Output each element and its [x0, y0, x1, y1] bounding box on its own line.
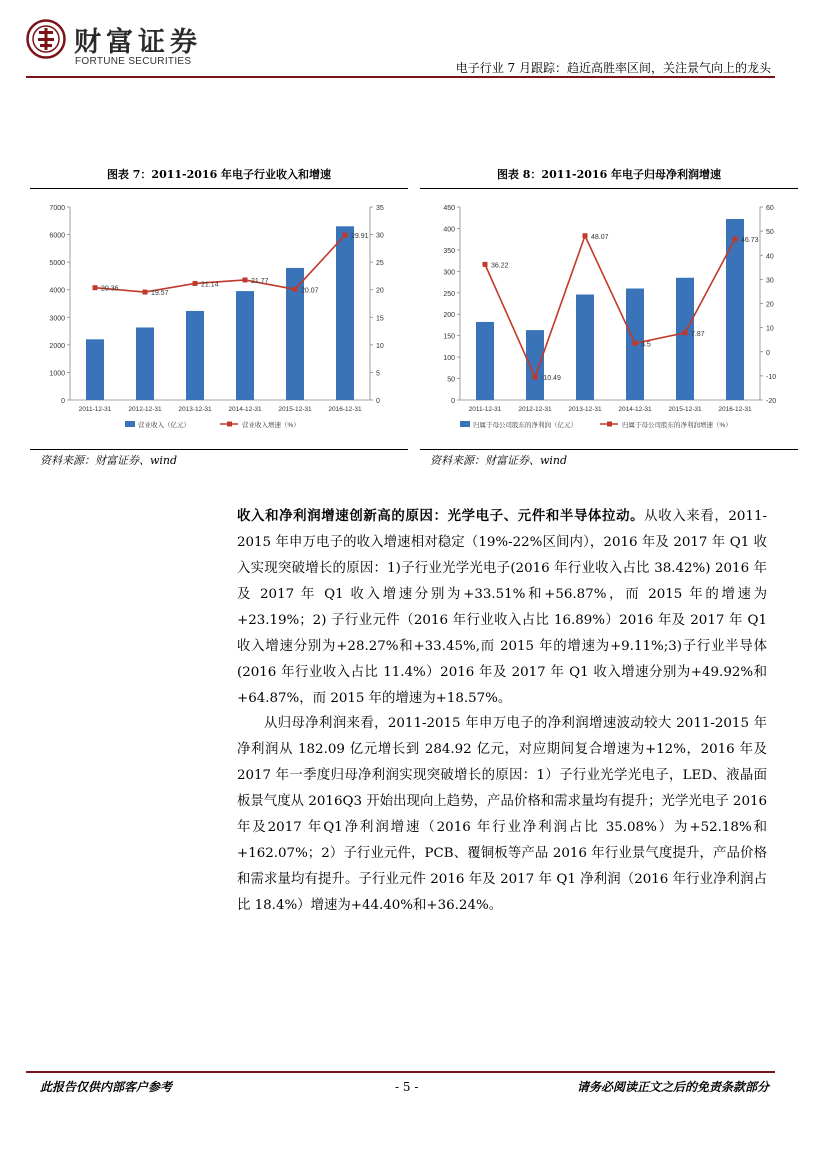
- y-left-tick-label: 2000: [49, 342, 65, 350]
- line-point: [733, 237, 738, 242]
- y-right-tick-label: 25: [376, 260, 384, 268]
- legend-line-marker: [607, 422, 612, 427]
- y-right-tick-label: 35: [376, 205, 384, 212]
- x-tick-label: 2014-12-31: [228, 406, 262, 413]
- line-point: [293, 287, 298, 292]
- x-tick-label: 2011-12-31: [78, 406, 112, 413]
- legend-line-marker: [227, 422, 232, 427]
- y-right-tick-label: 10: [766, 325, 774, 333]
- bar: [726, 219, 744, 400]
- y-right-tick-label: 20: [766, 301, 774, 309]
- y-right-tick-label: 15: [376, 315, 384, 323]
- y-left-tick-label: 50: [447, 376, 455, 384]
- x-tick-label: 2016-12-31: [328, 406, 362, 413]
- bar: [676, 278, 694, 400]
- bar: [576, 294, 594, 400]
- data-label: 20.36: [101, 285, 119, 293]
- paragraph-revenue-text: 从收入来看，2011-2015 年申万电子的收入增速相对稳定（19%-22%区间内），2016 年及 2017 年 Q1 收入实现突破增长的原因：1)子行业光学光电子(2016 年行业收入占比 38.42%) 2016 年及 2017 年 Q1 收入增速分别为+33.51%和+56.87%，而 2015 年的增速为+23.19%；2) 子行业元件（2016 年行业收入占比 16.89%）2016 年及 2017 年 Q1 收入增速分别为+28.27%和+33.45%,而 2015 年的增速为+9.11%;3)子行业半导体(2016 年行业收入占比 11.4%）2016 年及 2017 年 Q1 收入增速分别为+49.92%和+64.87%，而 2015 年的增速为+18.57%。: [237, 509, 767, 706]
- bar: [526, 330, 544, 400]
- y-right-tick-label: 5: [376, 370, 380, 378]
- data-label: 29.91: [351, 233, 369, 241]
- data-label: 21.14: [201, 281, 219, 289]
- data-label: 7.87: [691, 330, 705, 338]
- x-tick-label: 2016-12-31: [718, 406, 752, 413]
- figure-7-top-rule: [30, 188, 408, 189]
- y-left-tick-label: 300: [443, 269, 455, 277]
- legend-bar-label: 归属于母公司股东的净利润（亿元）: [473, 422, 577, 429]
- y-right-tick-label: 30: [766, 277, 774, 285]
- page-number: - 5 -: [395, 1080, 419, 1094]
- y-left-tick-label: 250: [443, 290, 455, 298]
- header-divider: [26, 76, 775, 78]
- y-right-tick-label: 0: [376, 398, 380, 405]
- x-tick-label: 2012-12-31: [518, 406, 552, 413]
- y-right-tick-label: 20: [376, 287, 384, 295]
- figure-7-chart: [30, 195, 408, 445]
- x-tick-label: 2015-12-31: [278, 406, 312, 413]
- line-point: [93, 285, 98, 290]
- x-tick-label: 2015-12-31: [668, 406, 702, 413]
- y-left-tick-label: 450: [443, 205, 455, 212]
- y-left-tick-label: 1000: [49, 370, 65, 378]
- y-left-tick-label: 350: [443, 247, 455, 255]
- y-right-tick-label: 60: [766, 205, 774, 212]
- data-label: 48.07: [591, 233, 609, 241]
- x-tick-label: 2011-12-31: [468, 406, 502, 413]
- data-label: 20.07: [301, 287, 319, 295]
- paragraph-profit: 从归母净利润来看，2011-2015 年申万电子的净利润增速波动较大 2011-2015 年净利润从 182.09 亿元增长到 284.92 亿元，对应期间复合增速为+12%，2016 年及 2017 年一季度归母净利润实现突破增长的原因：1）子行业光学光电子，LED、液晶面板景气度从 2016Q3 开始出现向上趋势，产品价格和需求量均有提升；光学光电子 2016 年及2017 年Q1净利润增速（2016 年行业净利润占比 35.08%）为+52.18%和+162.07%；2）子行业元件，PCB、覆铜板等产品 2016 年行业景气度提升，产品价格和需求量均有提升。子行业元件 2016 年及 2017 年 Q1 净利润（2016 年行业净利润占比 18.4%）增速为+44.40%和+36.24%。: [237, 716, 767, 913]
- y-left-tick-label: 400: [443, 226, 455, 234]
- legend-bar-swatch: [125, 421, 135, 427]
- y-right-tick-label: 40: [766, 253, 774, 261]
- y-right-tick-label: 30: [376, 232, 384, 240]
- report-title: 电子行业 7 月跟踪：趋近高胜率区间，关注景气向上的龙头: [455, 61, 771, 75]
- line-point: [633, 341, 638, 346]
- brand-name-en: FORTUNE SECURITIES: [75, 56, 192, 67]
- data-label: 21.77: [251, 277, 269, 285]
- footer-divider: [26, 1071, 775, 1073]
- x-tick-label: 2012-12-31: [128, 406, 162, 413]
- line-point: [193, 281, 198, 286]
- footer-disclaimer-right: 请务必阅读正文之后的免责条款部分: [576, 1080, 769, 1094]
- y-right-tick-label: 0: [766, 349, 770, 357]
- bar: [136, 327, 154, 400]
- y-right-tick-label: -10: [766, 373, 777, 381]
- legend-bar-swatch: [460, 421, 470, 427]
- line-point: [483, 262, 488, 267]
- y-right-tick-label: 50: [766, 229, 774, 237]
- line-point: [243, 277, 248, 282]
- bar: [86, 339, 104, 400]
- footer-disclaimer-left: 此报告仅供内部客户参考: [40, 1080, 173, 1094]
- figure-8-title: 图表 8：2011-2016 年电子归母净利润增速: [496, 168, 722, 181]
- paragraph-revenue: [237, 503, 767, 712]
- bar: [336, 226, 354, 400]
- paragraph-lead: 收入和净利润增速创新高的原因：光学电子、元件和半导体拉动。: [237, 508, 645, 524]
- figure-7-title: 图表 7：2011-2016 年电子行业收入和增速: [106, 168, 332, 181]
- y-right-tick-label: 10: [376, 342, 384, 350]
- y-left-tick-label: 0: [451, 398, 455, 405]
- data-label: 19.57: [151, 290, 169, 298]
- x-tick-label: 2014-12-31: [618, 406, 652, 413]
- brand-name-cn: 财富证券: [74, 27, 202, 58]
- y-left-tick-label: 5000: [49, 260, 65, 268]
- bar: [236, 291, 254, 400]
- data-label: -10.49: [541, 375, 561, 383]
- y-left-tick-label: 150: [443, 333, 455, 341]
- x-tick-label: 2013-12-31: [568, 406, 602, 413]
- line-point: [143, 290, 148, 295]
- line-point: [343, 233, 348, 238]
- figure-8-bottom-rule: [420, 449, 798, 450]
- data-label: 46.73: [741, 237, 759, 245]
- figure-7-source: 资料来源：财富证券、wind: [40, 454, 178, 467]
- y-left-tick-label: 0: [61, 398, 65, 405]
- legend-line-label: 营业收入增速（%）: [242, 422, 300, 429]
- y-left-tick-label: 100: [443, 355, 455, 363]
- y-right-tick-label: -20: [766, 398, 777, 405]
- legend-bar-label: 营业收入（亿元）: [138, 422, 190, 429]
- figure-7-bottom-rule: [30, 449, 408, 450]
- y-left-tick-label: 6000: [49, 232, 65, 240]
- figure-8-chart: [420, 195, 798, 445]
- data-label: 36.22: [491, 262, 509, 270]
- bar: [186, 311, 204, 400]
- line-point: [533, 375, 538, 380]
- figure-8-top-rule: [420, 188, 798, 189]
- y-left-tick-label: 200: [443, 312, 455, 320]
- bar: [476, 322, 494, 400]
- company-logo-icon: [26, 19, 66, 59]
- y-left-tick-label: 4000: [49, 287, 65, 295]
- y-left-tick-label: 7000: [49, 205, 65, 212]
- line-point: [683, 330, 688, 335]
- legend-line-label: 归属于母公司股东的净利润增速（%）: [622, 422, 732, 429]
- figure-8-source: 资料来源：财富证券、wind: [430, 454, 568, 467]
- series-line: [485, 233, 735, 377]
- line-point: [583, 233, 588, 238]
- y-left-tick-label: 3000: [49, 315, 65, 323]
- data-label: 3.5: [641, 341, 651, 349]
- x-tick-label: 2013-12-31: [178, 406, 212, 413]
